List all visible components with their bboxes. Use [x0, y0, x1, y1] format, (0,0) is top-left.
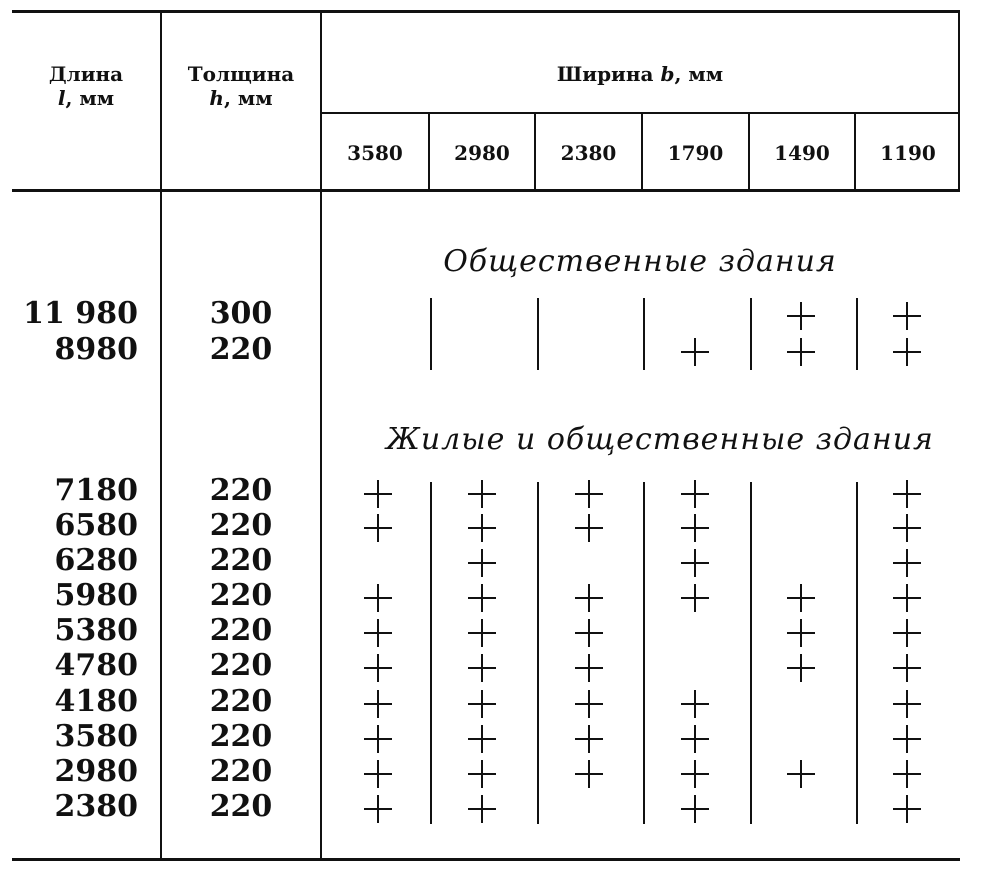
plus-mark-icon: [468, 549, 496, 577]
plus-mark-icon: [468, 795, 496, 823]
body-col-separator: [856, 298, 858, 370]
plus-mark-icon: [575, 584, 603, 612]
length-cell: 6280: [54, 543, 138, 578]
plus-mark-icon: [893, 584, 921, 612]
top-rule: [12, 10, 960, 13]
plus-mark-icon: [468, 514, 496, 542]
length-cell: 5380: [54, 613, 138, 648]
length-header: [14, 62, 158, 110]
bottom-rule: [12, 858, 960, 861]
plus-mark-icon: [787, 760, 815, 788]
plus-mark-icon: [364, 795, 392, 823]
thickness-symbol: h: [209, 86, 224, 110]
thickness-cell: 220: [209, 648, 273, 683]
plus-mark-icon: [364, 514, 392, 542]
plus-mark-icon: [575, 480, 603, 508]
thickness-cell: 220: [209, 719, 273, 754]
plus-mark-icon: [681, 725, 709, 753]
plus-mark-icon: [787, 584, 815, 612]
width-col-1790: 1790: [667, 141, 724, 165]
plus-mark-icon: [364, 654, 392, 682]
thickness-header-label: Толщина: [187, 62, 295, 86]
plus-mark-icon: [893, 690, 921, 718]
body-col-separator: [537, 482, 539, 824]
length-cell: 3580: [54, 719, 138, 754]
thickness-cell: 220: [209, 754, 273, 789]
plus-mark-icon: [681, 584, 709, 612]
plus-mark-icon: [893, 654, 921, 682]
length-symbol: l: [57, 86, 66, 110]
plus-mark-icon: [575, 690, 603, 718]
plus-mark-icon: [893, 795, 921, 823]
plus-mark-icon: [364, 690, 392, 718]
length-cell: 11 980: [23, 296, 138, 331]
section-title-public: Общественные здания: [443, 244, 837, 279]
plus-mark-icon: [468, 690, 496, 718]
plus-mark-icon: [468, 725, 496, 753]
thickness-cell: 220: [209, 684, 273, 719]
plus-mark-icon: [681, 760, 709, 788]
plus-mark-icon: [575, 760, 603, 788]
plus-mark-icon: [893, 302, 921, 330]
plus-mark-icon: [893, 725, 921, 753]
plus-mark-icon: [364, 619, 392, 647]
length-cell: 6580: [54, 508, 138, 543]
plus-mark-icon: [681, 795, 709, 823]
plus-mark-icon: [893, 549, 921, 577]
body-col-separator: [430, 298, 432, 370]
body-col-separator: [537, 298, 539, 370]
plus-mark-icon: [893, 480, 921, 508]
length-header-label: Длина: [48, 62, 124, 86]
plus-mark-icon: [468, 584, 496, 612]
body-col-separator: [750, 482, 752, 824]
plus-mark-icon: [893, 514, 921, 542]
plus-mark-icon: [468, 619, 496, 647]
plus-mark-icon: [364, 760, 392, 788]
plus-mark-icon: [681, 690, 709, 718]
plus-mark-icon: [364, 725, 392, 753]
length-header-unit: [14, 86, 158, 110]
plus-mark-icon: [893, 760, 921, 788]
thickness-header-unit: [162, 86, 320, 110]
length-cell: 2380: [54, 789, 138, 824]
plus-mark-icon: [787, 338, 815, 366]
thickness-cell: 220: [209, 543, 273, 578]
plus-mark-icon: [681, 549, 709, 577]
width-col-2980: 2980: [454, 141, 510, 165]
plus-mark-icon: [893, 619, 921, 647]
length-cell: 8980: [54, 332, 138, 367]
plus-mark-icon: [468, 654, 496, 682]
plus-mark-icon: [681, 480, 709, 508]
plus-mark-icon: [364, 584, 392, 612]
body-col-separator: [643, 482, 645, 824]
plus-mark-icon: [681, 514, 709, 542]
thickness-cell: 220: [209, 332, 273, 367]
plus-mark-icon: [681, 338, 709, 366]
thickness-cell: 300: [209, 296, 273, 331]
length-cell: 4780: [54, 648, 138, 683]
width-col-1190: 1190: [880, 141, 936, 165]
width-unit: , мм: [674, 62, 724, 86]
width-header: [322, 62, 958, 86]
thickness-cell: 220: [209, 578, 273, 613]
thickness-header: [162, 62, 320, 110]
plus-mark-icon: [468, 480, 496, 508]
plus-mark-icon: [787, 302, 815, 330]
section-title-residential-public: Жилые и общественные здания: [386, 422, 934, 457]
width-header-label: Ширина: [556, 62, 654, 86]
plus-mark-icon: [575, 619, 603, 647]
plus-mark-icon: [364, 480, 392, 508]
plus-mark-icon: [575, 514, 603, 542]
length-cell: 2980: [54, 754, 138, 789]
length-cell: 5980: [54, 578, 138, 613]
body-col-separator: [750, 298, 752, 370]
body-col-separator: [430, 482, 432, 824]
body-col-separator: [856, 482, 858, 824]
plus-mark-icon: [893, 338, 921, 366]
width-subheader-rule: [320, 112, 960, 114]
header-bottom-rule: [12, 189, 960, 192]
thickness-cell: 220: [209, 789, 273, 824]
plus-mark-icon: [787, 619, 815, 647]
width-col-1490: 1490: [774, 141, 830, 165]
body-col-separator: [643, 298, 645, 370]
length-cell: 4180: [54, 684, 138, 719]
plus-mark-icon: [787, 654, 815, 682]
thickness-cell: 220: [209, 613, 273, 648]
length-cell: 7180: [54, 473, 138, 508]
col-divider-thickness: [320, 10, 322, 860]
width-col-2380: 2380: [560, 141, 617, 165]
plus-mark-icon: [575, 725, 603, 753]
width-symbol: b: [660, 62, 675, 86]
length-unit: , мм: [65, 86, 115, 110]
thickness-cell: 220: [209, 473, 273, 508]
thickness-cell: 220: [209, 508, 273, 543]
plus-mark-icon: [468, 760, 496, 788]
width-col-3580: 3580: [347, 141, 403, 165]
plus-mark-icon: [575, 654, 603, 682]
thickness-unit: , мм: [223, 86, 273, 110]
